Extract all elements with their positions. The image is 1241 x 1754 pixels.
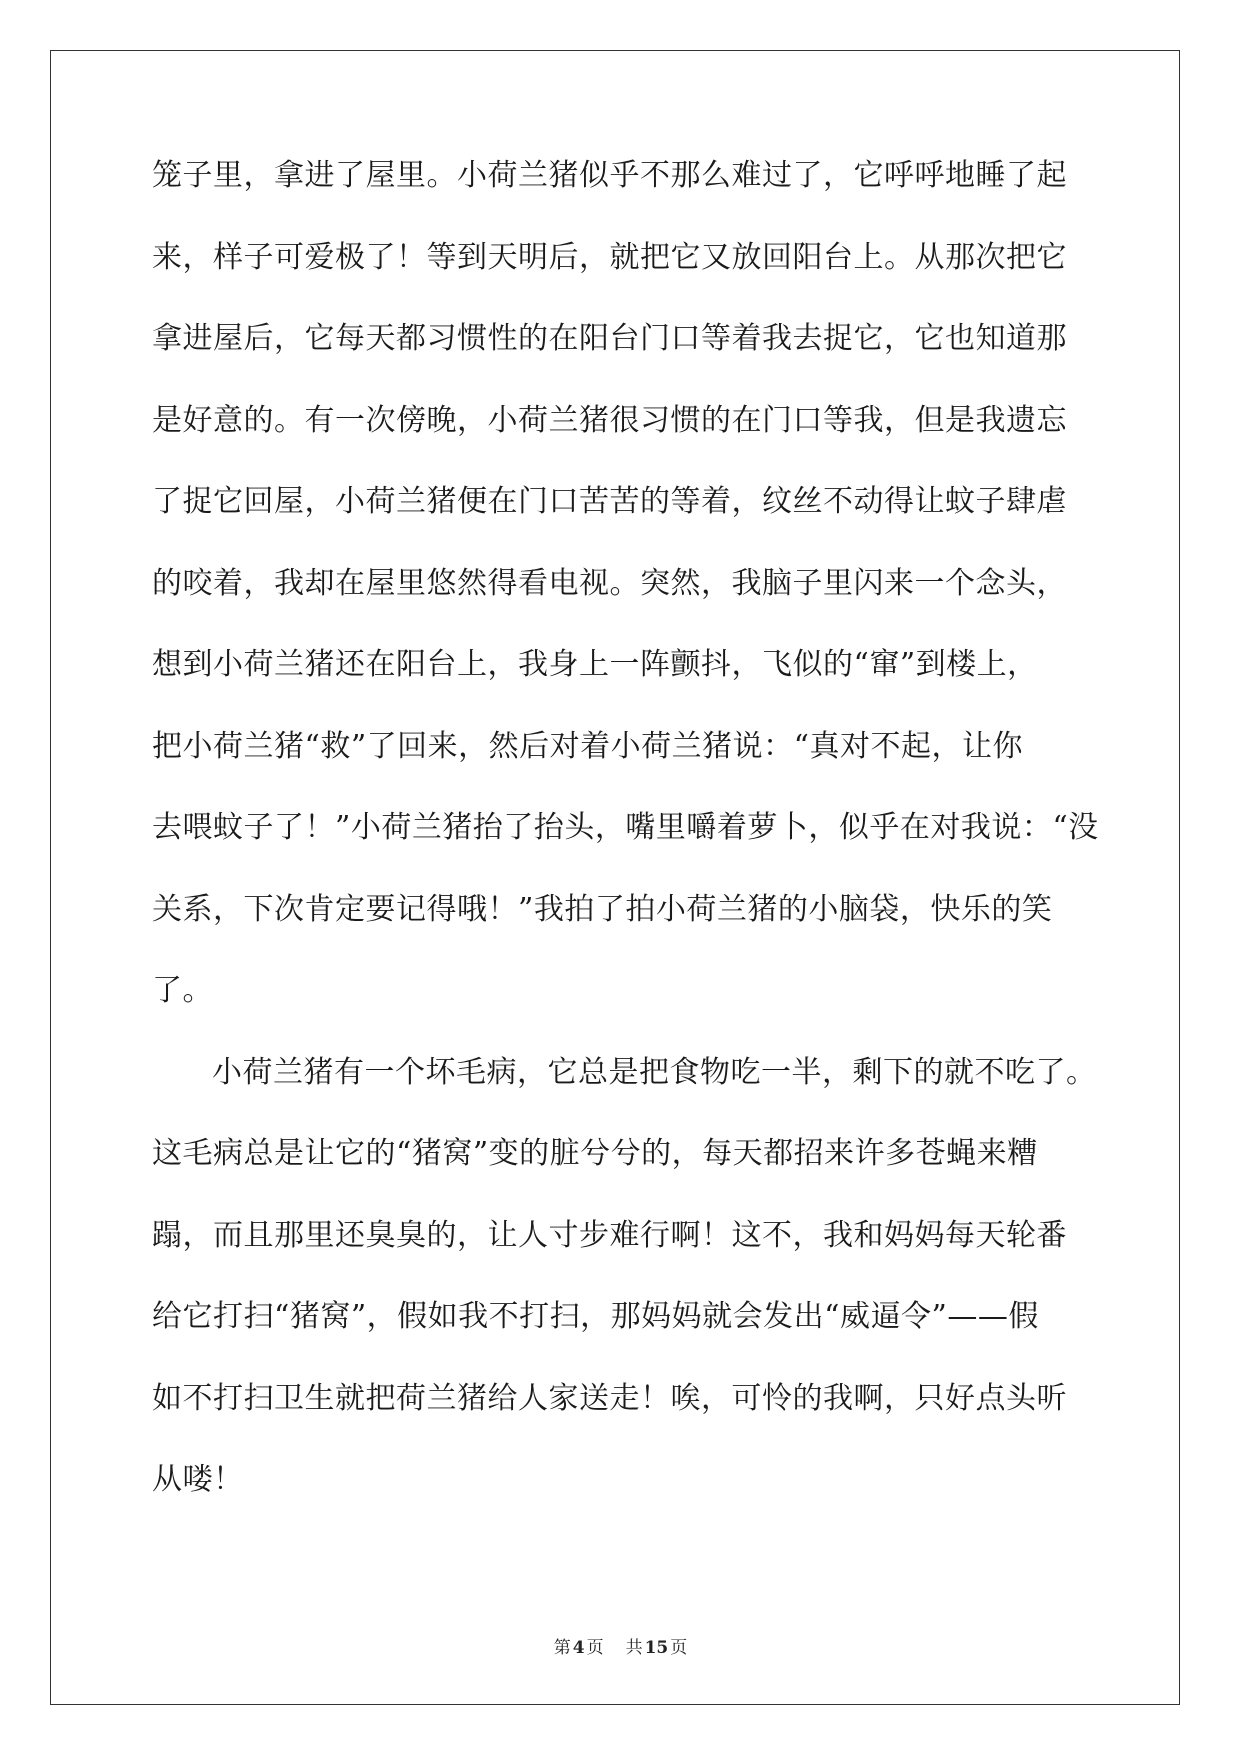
- total-prefix: 共: [625, 1638, 643, 1658]
- body-line: 这毛病总是让它的“猪窝”变的脏兮兮的，每天都招来许多苍蝇来糟: [152, 1136, 1038, 1171]
- body-line: 如不打扫卫生就把荷兰猪给人家送走！唉，可怜的我啊，只好点头听: [152, 1380, 1067, 1416]
- body-line: 去喂蚊子了！”小荷兰猪抬了抬头，嘴里嚼着萝卜，似乎在对我说：“没: [152, 810, 1099, 845]
- body-line: 蹋，而且那里还臭臭的，让人寸步难行啊！这不，我和妈妈每天轮番: [152, 1217, 1067, 1253]
- body-line: 关系，下次肯定要记得哦！”我拍了拍小荷兰猪的小脑袋，快乐的笑: [152, 891, 1053, 927]
- body-line: 了。: [152, 973, 213, 1008]
- page-suffix: 页: [586, 1638, 604, 1658]
- page-footer: [0, 1633, 1241, 1658]
- total-suffix: 页: [670, 1638, 688, 1658]
- body-line: 的咬着，我却在屋里悠然得看电视。突然，我脑子里闪来一个念头，: [152, 565, 1067, 601]
- page-prefix: 第: [553, 1638, 571, 1658]
- page-number: 4: [572, 1638, 585, 1658]
- paragraph-start-line: 小荷兰猪有一个坏毛病，它总是把食物吃一半，剩下的就不吃了。: [212, 1054, 1097, 1090]
- body-line: 把小荷兰猪“救”了回来，然后对着小荷兰猪说：“真对不起，让你: [152, 728, 1024, 764]
- body-line: 拿进屋后，它每天都习惯性的在阳台门口等着我去捉它，它也知道那: [152, 321, 1067, 356]
- body-line: 想到小荷兰猪还在阳台上，我身上一阵颤抖，飞似的“窜”到楼上，: [152, 647, 1038, 682]
- body-line: 给它打扫“猪窝”，假如我不打扫，那妈妈就会发出“威逼令”——假: [152, 1299, 1039, 1334]
- body-line: 了捉它回屋，小荷兰猪便在门口苦苦的等着，纹丝不动得让蚊子肆虐: [152, 484, 1067, 519]
- body-line: 来，样子可爱极了！等到天明后，就把它又放回阳台上。从那次把它: [152, 239, 1067, 275]
- page-total: 15: [644, 1638, 669, 1658]
- body-line: 是好意的。有一次傍晚，小荷兰猪很习惯的在门口等我，但是我遗忘: [152, 402, 1067, 438]
- body-line: 笼子里，拿进了屋里。小荷兰猪似乎不那么难过了，它呼呼地睡了起: [152, 158, 1067, 193]
- document-body: [152, 158, 1099, 1544]
- body-line: 从喽！: [152, 1462, 244, 1497]
